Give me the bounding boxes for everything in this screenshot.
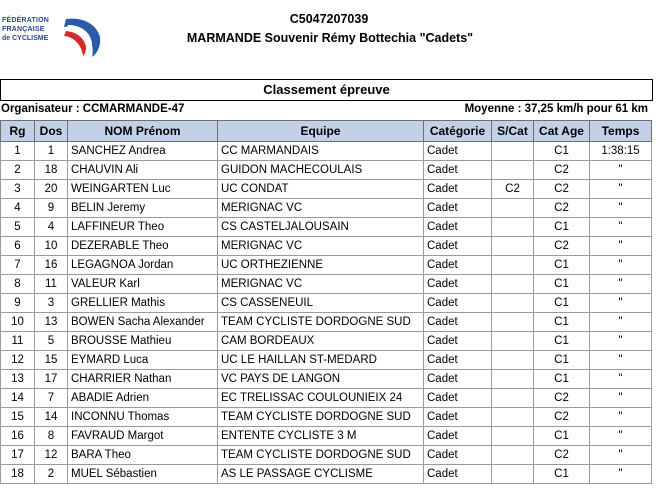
column-header-subcategory: S/Cat [492,121,534,142]
cell-category: Cadet [424,275,492,294]
cell-name: EYMARD Luca [68,351,218,370]
cell-time: " [590,427,652,446]
cell-name: BOWEN Sacha Alexander [68,313,218,332]
cell-bib: 8 [35,427,68,446]
table-row [1,370,652,389]
cell-bib: 20 [35,180,68,199]
cell-rank: 11 [1,332,35,351]
cell-category: Cadet [424,408,492,427]
cell-age-category: C2 [534,446,590,465]
cell-name: MUEL Sébastien [68,465,218,484]
cell-category: Cadet [424,313,492,332]
cell-bib: 3 [35,294,68,313]
cell-team: CAM BORDEAUX [218,332,424,351]
cell-age-category: C1 [534,256,590,275]
table-row [1,199,652,218]
cell-category: Cadet [424,256,492,275]
cell-rank: 2 [1,161,35,180]
cell-category: Cadet [424,427,492,446]
table-row [1,256,652,275]
cell-time: " [590,161,652,180]
cell-age-category: C1 [534,427,590,446]
cell-name: VALEUR Karl [68,275,218,294]
column-header-category: Catégorie [424,121,492,142]
cell-subcategory: C2 [492,180,534,199]
cell-bib: 11 [35,275,68,294]
table-row [1,294,652,313]
cell-time: " [590,180,652,199]
column-header-age-category: Cat Age [534,121,590,142]
table-row [1,313,652,332]
cell-subcategory [492,142,534,161]
cell-subcategory [492,465,534,484]
cell-time: " [590,465,652,484]
cell-age-category: C1 [534,313,590,332]
table-row [1,351,652,370]
cell-age-category: C2 [534,180,590,199]
cell-subcategory [492,275,534,294]
cell-team: VC PAYS DE LANGON [218,370,424,389]
cell-age-category: C1 [534,142,590,161]
results-table [0,120,652,484]
cell-rank: 13 [1,370,35,389]
cell-bib: 7 [35,389,68,408]
cell-category: Cadet [424,370,492,389]
table-row [1,408,652,427]
cell-age-category: C1 [534,351,590,370]
cell-team: CC MARMANDAIS [218,142,424,161]
cell-category: Cadet [424,351,492,370]
cell-bib: 1 [35,142,68,161]
cell-name: BARA Theo [68,446,218,465]
cell-subcategory [492,389,534,408]
logo-line-1: FÉDÉRATION [2,17,49,24]
cell-category: Cadet [424,180,492,199]
cell-bib: 4 [35,218,68,237]
table-row [1,332,652,351]
cell-team: UC LE HAILLAN ST-MEDARD [218,351,424,370]
cell-category: Cadet [424,142,492,161]
cell-bib: 9 [35,199,68,218]
cell-time: 1:38:15 [590,142,652,161]
cell-team: UC CONDAT [218,180,424,199]
cell-rank: 9 [1,294,35,313]
cell-rank: 8 [1,275,35,294]
cell-age-category: C2 [534,161,590,180]
logo-line-2: FRANÇAISE [2,26,45,33]
cell-time: " [590,199,652,218]
cell-time: " [590,237,652,256]
cell-age-category: C1 [534,370,590,389]
cell-time: " [590,332,652,351]
cell-category: Cadet [424,218,492,237]
cell-name: CHAUVIN Ali [68,161,218,180]
cell-rank: 7 [1,256,35,275]
cell-age-category: C1 [534,294,590,313]
table-row [1,446,652,465]
cell-name: BELIN Jeremy [68,199,218,218]
cell-category: Cadet [424,465,492,484]
cell-time: " [590,218,652,237]
cell-rank: 14 [1,389,35,408]
cell-rank: 15 [1,408,35,427]
cell-subcategory [492,313,534,332]
cell-bib: 17 [35,370,68,389]
cell-age-category: C1 [534,465,590,484]
cell-time: " [590,256,652,275]
cell-subcategory [492,427,534,446]
cell-age-category: C2 [534,408,590,427]
table-row [1,180,652,199]
cell-name: DEZERABLE Theo [68,237,218,256]
cell-subcategory [492,332,534,351]
table-body [1,142,652,484]
cell-team: CS CASTELJALOUSAIN [218,218,424,237]
cell-bib: 13 [35,313,68,332]
cell-time: " [590,370,652,389]
cell-time: " [590,408,652,427]
cell-subcategory [492,237,534,256]
table-row [1,465,652,484]
cell-bib: 5 [35,332,68,351]
table-row [1,142,652,161]
table-row [1,161,652,180]
cell-name: FAVRAUD Margot [68,427,218,446]
cell-bib: 2 [35,465,68,484]
cell-rank: 18 [1,465,35,484]
cell-age-category: C1 [534,218,590,237]
cell-team: GUIDON MACHECOULAIS [218,161,424,180]
cell-rank: 3 [1,180,35,199]
cell-time: " [590,294,652,313]
cell-rank: 12 [1,351,35,370]
cell-team: MERIGNAC VC [218,199,424,218]
cell-time: " [590,389,652,408]
cell-age-category: C2 [534,199,590,218]
cell-rank: 10 [1,313,35,332]
cell-subcategory [492,408,534,427]
column-header-team: Equipe [218,121,424,142]
cell-team: TEAM CYCLISTE DORDOGNE SUD [218,446,424,465]
average-speed-label: Moyenne : 37,25 km/h pour 61 km [464,103,648,115]
cell-bib: 15 [35,351,68,370]
cell-category: Cadet [424,294,492,313]
logo-line-3: de CYCLISME [2,35,49,42]
table-row [1,389,652,408]
cell-team: ENTENTE CYCLISTE 3 M [218,427,424,446]
column-header-name: NOM Prénom [68,121,218,142]
cell-rank: 4 [1,199,35,218]
cell-rank: 17 [1,446,35,465]
cell-team: EC TRELISSAC COULOUNIEIX 24 [218,389,424,408]
cell-subcategory [492,294,534,313]
cell-rank: 16 [1,427,35,446]
cell-subcategory [492,351,534,370]
table-header-row [1,121,652,142]
cell-team: TEAM CYCLISTE DORDOGNE SUD [218,313,424,332]
cell-category: Cadet [424,237,492,256]
cell-bib: 10 [35,237,68,256]
cell-rank: 6 [1,237,35,256]
table-row [1,275,652,294]
cell-subcategory [492,161,534,180]
cell-team: MERIGNAC VC [218,275,424,294]
cell-name: SANCHEZ Andrea [68,142,218,161]
cell-name: INCONNU Thomas [68,408,218,427]
cell-team: UC ORTHEZIENNE [218,256,424,275]
column-header-bib: Dos [35,121,68,142]
cell-name: GRELLIER Mathis [68,294,218,313]
event-title: MARMANDE Souvenir Rémy Bottechia "Cadets" [186,31,474,45]
cell-time: " [590,313,652,332]
organizer-label: Organisateur : CCMARMANDE-47 [1,103,185,115]
cell-name: WEINGARTEN Luc [68,180,218,199]
cell-team: MERIGNAC VC [218,237,424,256]
cell-bib: 14 [35,408,68,427]
cell-name: BROUSSE Mathieu [68,332,218,351]
cell-name: CHARRIER Nathan [68,370,218,389]
column-header-time: Temps [590,121,652,142]
cell-age-category: C1 [534,275,590,294]
cell-rank: 1 [1,142,35,161]
cell-subcategory [492,446,534,465]
cell-name: LAFFINEUR Theo [68,218,218,237]
table-row [1,218,652,237]
cell-bib: 12 [35,446,68,465]
cell-category: Cadet [424,161,492,180]
section-title: Classement épreuve [0,79,653,101]
event-code: C5047207039 [289,12,369,26]
cell-subcategory [492,199,534,218]
cell-category: Cadet [424,446,492,465]
cell-rank: 5 [1,218,35,237]
cell-name: ABADIE Adrien [68,389,218,408]
cell-team: AS LE PASSAGE CYCLISME [218,465,424,484]
cell-age-category: C1 [534,332,590,351]
cell-time: " [590,275,652,294]
cell-bib: 18 [35,161,68,180]
cell-category: Cadet [424,389,492,408]
table-row [1,237,652,256]
cell-category: Cadet [424,332,492,351]
cell-age-category: C2 [534,389,590,408]
cell-time: " [590,351,652,370]
cell-subcategory [492,256,534,275]
cell-team: TEAM CYCLISTE DORDOGNE SUD [218,408,424,427]
table-row [1,427,652,446]
cell-name: LEGAGNOA Jordan [68,256,218,275]
column-header-rank: Rg [1,121,35,142]
cell-subcategory [492,218,534,237]
cell-age-category: C2 [534,237,590,256]
cell-team: CS CASSENEUIL [218,294,424,313]
cell-time: " [590,446,652,465]
cell-category: Cadet [424,199,492,218]
cell-subcategory [492,370,534,389]
cell-bib: 16 [35,256,68,275]
